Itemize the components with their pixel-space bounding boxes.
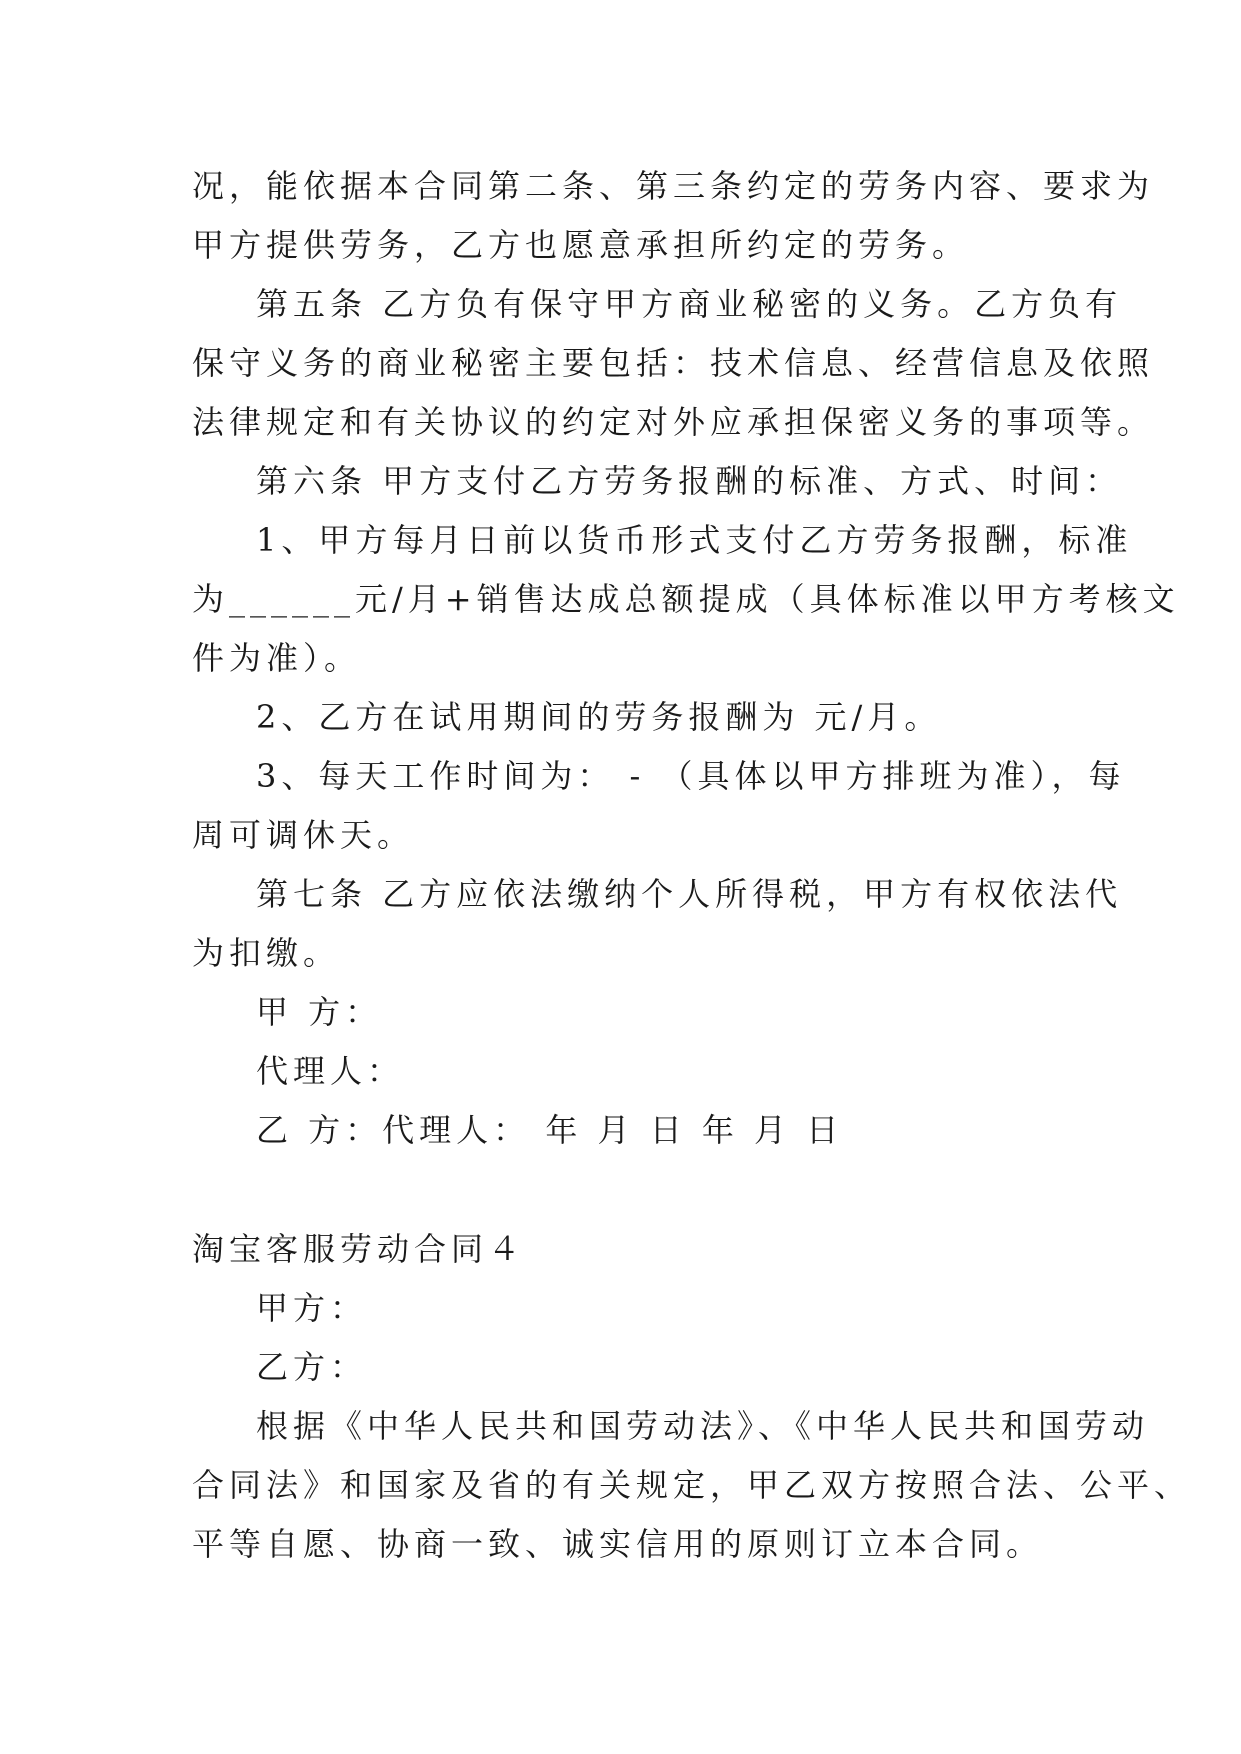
paragraph-line: 法律规定和有关协议的约定对外应承担保密义务的事项等。 xyxy=(192,403,1155,441)
party-a-signature-line: 甲 方： xyxy=(256,993,383,1031)
party-b-line: 乙方： xyxy=(256,1348,368,1386)
article-six-line: 第六条 甲方支付乙方劳务报酬的标准、方式、时间： xyxy=(256,462,1123,500)
section-title: 淘宝客服劳动合同４ xyxy=(192,1230,526,1268)
paragraph-line: 为扣缴。 xyxy=(192,934,341,972)
clause-3-line: 3、每天工作时间为： - （具体以甲方排班为准），每 xyxy=(256,757,1126,795)
preamble-line: 根据《中华人民共和国劳动法》、《中华人民共和国劳动 xyxy=(256,1407,1150,1445)
article-seven-line: 第七条 乙方应依法缴纳个人所得税，甲方有权依法代 xyxy=(256,875,1123,913)
paragraph-line: 合同法》和国家及省的有关规定，甲乙双方按照合法、公平、 xyxy=(192,1466,1192,1504)
paragraph-line: 周可调休天。 xyxy=(192,816,415,854)
agent-signature-line: 代理人： xyxy=(256,1052,405,1090)
paragraph-line: 甲方提供劳务，乙方也愿意承担所约定的劳务。 xyxy=(192,226,970,264)
paragraph-line: 平等自愿、协商一致、诚实信用的原则订立本合同。 xyxy=(192,1525,1044,1563)
clause-1-line: 1、甲方每月日前以货币形式支付乙方劳务报酬，标准 xyxy=(256,521,1133,559)
party-a-line: 甲方： xyxy=(256,1289,368,1327)
paragraph-line: 件为准）。 xyxy=(192,639,362,677)
paragraph-line: 况，能依据本合同第二条、第三条约定的劳务内容、要求为 xyxy=(192,167,1155,205)
party-b-signature-line: 乙 方：代理人： 年 月 日 年 月 日 xyxy=(256,1111,844,1149)
clause-2-line: 2、乙方在试用期间的劳务报酬为 元/月。 xyxy=(256,698,942,736)
paragraph-line: 为______元/月+销售达成总额提成（具体标准以甲方考核文 xyxy=(192,580,1180,618)
article-five-line: 第五条 乙方负有保守甲方商业秘密的义务。乙方负有 xyxy=(256,285,1123,323)
paragraph-line: 保守义务的商业秘密主要包括：技术信息、经营信息及依照 xyxy=(192,344,1155,382)
